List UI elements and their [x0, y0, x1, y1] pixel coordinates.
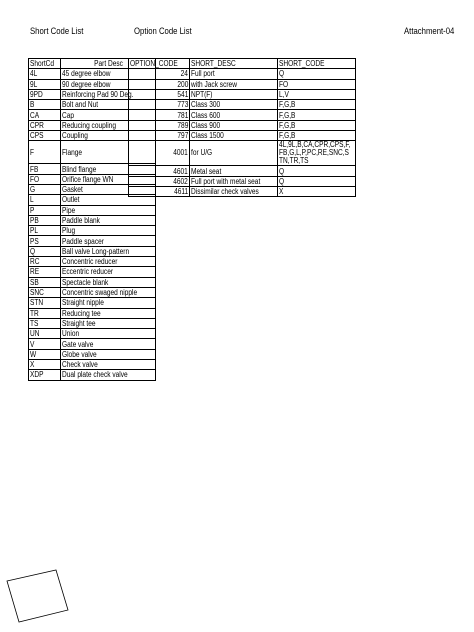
table-row — [29, 287, 156, 297]
part-desc-cell: Coupling — [62, 131, 89, 141]
short-code-cell: PB — [30, 216, 39, 225]
table-row — [129, 79, 356, 89]
short-code-cell: RC — [30, 257, 40, 267]
part-desc-cell: Blind flange — [62, 164, 97, 174]
short-code-cell: V — [30, 339, 35, 349]
table-row — [29, 246, 156, 256]
option-code-list-title: Option Code List — [134, 26, 192, 36]
table-row — [29, 215, 156, 225]
short-desc-cell: Class 600 — [191, 110, 221, 120]
part-desc-cell: Globe valve — [62, 349, 98, 359]
column-header-short-code: SHORT_CODE — [278, 59, 325, 69]
short-desc-cell: Full port — [191, 69, 215, 79]
table-row — [29, 267, 156, 277]
short-code-cell: CA — [30, 110, 40, 120]
short-code-cell: CPR — [30, 120, 44, 130]
part-desc-cell: Ball valve Long-pattern — [62, 246, 130, 256]
part-desc-cell: Straight tee — [62, 318, 96, 328]
part-desc-cell: 90 degree elbow — [62, 79, 111, 89]
part-desc-cell: Check valve — [62, 360, 99, 370]
short-code-cell: RE — [30, 267, 40, 277]
table-row — [29, 318, 156, 328]
table-row — [29, 257, 156, 267]
table-row — [129, 100, 356, 110]
part-desc-cell: Bolt and Nut — [62, 100, 99, 110]
part-desc-cell: Union — [62, 329, 80, 339]
short-code-cell: FO — [30, 174, 40, 184]
short-code-list-title: Short Code List — [30, 26, 84, 36]
part-desc-cell: Reinforcing Pad 90 Deg. — [62, 90, 134, 100]
short-code-cell: SNC — [30, 288, 44, 298]
option-code-cell: 4611 — [174, 187, 189, 197]
short-desc-cell: Class 1500 — [191, 131, 225, 141]
short-code-cell: UN — [30, 329, 40, 339]
short-code-cell: Q — [278, 176, 284, 186]
part-desc-cell: Eccentric reducer — [62, 267, 114, 277]
table-row — [29, 360, 156, 370]
short-code-cell: L,V — [278, 90, 289, 100]
part-desc-cell: Pipe — [62, 205, 76, 215]
short-code-cell: P — [30, 205, 35, 215]
attachment-label: Attachment-04 — [404, 26, 455, 36]
part-desc-cell: Gate valve — [62, 339, 94, 349]
option-code-cell: 24 — [180, 69, 189, 79]
short-code-cell: F,G,B — [278, 110, 296, 120]
table-row — [29, 329, 156, 339]
table-row — [29, 277, 156, 287]
table-row — [129, 166, 356, 176]
short-code-cell: TS — [30, 318, 39, 328]
table-row — [29, 205, 156, 215]
short-code-cell: CPS — [30, 131, 44, 141]
table-row — [129, 110, 356, 120]
table-row — [29, 339, 156, 349]
option-code-cell: 773 — [177, 100, 189, 110]
short-desc-cell: Dissimilar check valves — [191, 187, 260, 197]
part-desc-cell: Outlet — [62, 195, 80, 205]
part-desc-cell: Gasket — [62, 185, 84, 195]
part-desc-cell: Paddle spacer — [62, 236, 105, 246]
option-code-cell: 4001 — [173, 148, 189, 158]
option-code-cell: 200 — [177, 79, 189, 89]
part-desc-cell: Flange — [62, 147, 83, 157]
short-code-cell: F,G,B — [278, 100, 296, 110]
table-row — [29, 370, 156, 380]
short-code-cell: G — [30, 185, 36, 195]
part-desc-cell: Spectacle blank — [62, 277, 109, 287]
short-code-cell: L — [30, 195, 34, 205]
part-desc-cell: 45 degree elbow — [62, 69, 111, 79]
table-row — [29, 236, 156, 246]
table-row — [129, 176, 356, 186]
short-code-cell: Q — [30, 246, 36, 256]
column-header-part-desc: Part Desc — [93, 59, 123, 69]
short-code-cell: FB — [30, 164, 39, 174]
option-code-table — [128, 58, 356, 197]
table-row — [129, 69, 356, 79]
stamp-outline — [4, 568, 70, 624]
short-desc-cell: Full port with metal seat — [191, 176, 261, 186]
table-row — [29, 298, 156, 308]
short-code-cell: 4L — [30, 69, 38, 79]
short-code-cell: F,G,B — [278, 120, 296, 130]
table-row — [129, 89, 356, 99]
short-code-cell: PS — [30, 236, 39, 246]
part-desc-cell: Concentric swaged nipple — [62, 288, 138, 298]
short-code-cell: W — [30, 349, 37, 359]
option-code-cell: 781 — [177, 110, 189, 120]
part-desc-cell: Plug — [62, 226, 76, 236]
part-desc-cell: Straight nipple — [62, 298, 105, 308]
short-code-cell: X — [30, 360, 35, 370]
part-desc-cell: Paddle blank — [62, 216, 101, 225]
column-header-option-code: OPTION_CODE — [130, 59, 178, 69]
short-code-cell: 9L — [30, 79, 38, 89]
short-code-cell: TR — [30, 308, 39, 318]
part-desc-cell: Reducing tee — [62, 308, 102, 318]
table-row — [29, 226, 156, 236]
short-code-cell: SB — [30, 277, 39, 287]
table-row — [129, 186, 356, 196]
table-row — [129, 141, 356, 166]
option-code-cell: 4602 — [173, 176, 189, 186]
table-row — [129, 120, 356, 130]
short-desc-cell: Class 900 — [191, 120, 221, 130]
short-code-cell: X — [278, 187, 284, 197]
option-code-cell: 4601 — [173, 166, 189, 176]
part-desc-cell: Cap — [62, 110, 75, 120]
short-code-cell: XDP — [30, 370, 44, 380]
short-code-cell: Q — [278, 166, 284, 176]
option-code-cell: 789 — [177, 120, 189, 130]
part-desc-cell: Reducing coupling — [62, 120, 117, 130]
short-desc-cell: Metal seat — [191, 166, 222, 176]
short-desc-cell: for U/G — [191, 148, 213, 158]
short-desc-cell: with Jack screw — [191, 79, 238, 89]
short-code-cell: F,G,B — [278, 131, 296, 141]
table-row — [29, 349, 156, 359]
short-code-cell: 4L,9L,B,CA,CPR,CPS,F,FB,G,L,P,PC,RE,SNC,STN,TR,TS — [278, 140, 351, 166]
table-row — [129, 131, 356, 141]
column-header-shortcd: ShortCd — [30, 59, 55, 69]
short-code-cell: Q — [278, 69, 284, 79]
short-code-cell: F — [30, 147, 35, 157]
option-code-cell: 797 — [177, 131, 189, 141]
part-desc-cell: Orifice flange WN — [62, 174, 114, 184]
short-code-cell: STN — [30, 298, 44, 308]
table-row — [29, 308, 156, 318]
short-desc-cell: NPT(F) — [191, 90, 213, 100]
short-code-cell: PL — [30, 226, 39, 236]
part-desc-cell: Concentric reducer — [62, 257, 118, 267]
short-code-cell: FO — [278, 79, 288, 89]
short-code-cell: B — [30, 100, 35, 110]
option-code-cell: 541 — [177, 90, 189, 100]
short-desc-cell: Class 300 — [191, 100, 221, 110]
short-code-cell: 9PD — [30, 90, 43, 100]
table-header-row — [129, 59, 356, 69]
part-desc-cell: Dual plate check valve — [62, 370, 128, 380]
column-header-short-desc: SHORT_DESC — [191, 59, 236, 69]
